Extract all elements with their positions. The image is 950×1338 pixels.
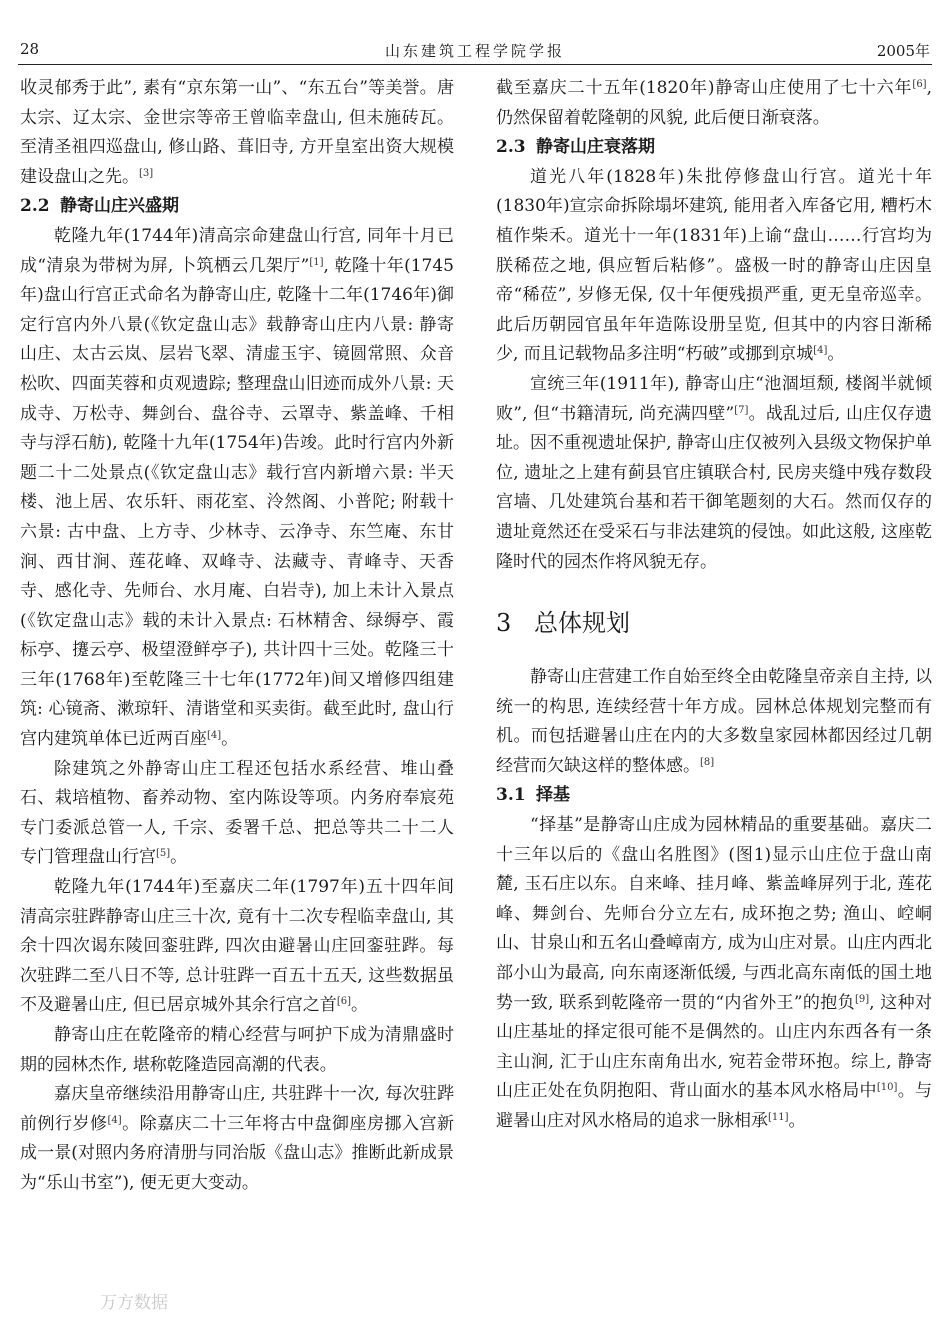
paragraph-text: 乾隆九年(1744年)至嘉庆二年(1797年)五十四年间清高宗驻跸静寄山庄三十次, 竟有十二次专程临幸盘山, 其余十四次谒东陵回銮驻跸, 四次由避暑山庄回銮驻跸。每次驻跸二至八日不等, 总计驻跸一百五十五天, 这些数据虽不及避暑山庄, 但已居京城外其余行宫之首 — [20, 877, 454, 1016]
paragraph — [20, 222, 454, 755]
paragraph — [496, 663, 932, 781]
paragraph-text: , 仍然保留着乾隆朝的风貌, 此后便日渐衰落。 — [496, 78, 932, 128]
citation-ref[interactable]: [11] — [768, 1112, 789, 1123]
section-title: 总体规划 — [534, 609, 630, 638]
paragraph-text: 。 — [170, 847, 188, 868]
paragraph-text: 除建筑之外静寄山庄工程还包括水系经营、堆山叠石、栽培植物、畜养动物、室内陈设等项。内务府奉宸苑专门委派总管一人, 千宗、委署千总、把总等共二十二人专门管理盘山行宫 — [20, 758, 454, 868]
citation-ref[interactable]: [8] — [700, 756, 715, 768]
paragraph — [496, 163, 932, 370]
paragraph — [496, 74, 932, 133]
citation-ref[interactable]: [9] — [854, 993, 870, 1005]
citation-ref[interactable]: [4] — [107, 1114, 122, 1126]
paragraph-text: “择基”是静寄山庄成为园林精品的重要基础。嘉庆二十三年以后的《盘山名胜图》(图1)显示山庄位于盘山南麓, 玉石庄以东。自来峰、挂月峰、紫盖峰屏列于北, 莲花峰、舞剑台、先师台分立左右, 成环抱之势; 渔山、崆峒山、甘泉山和五名山叠嶂南方, 成为山庄对景。山庄内西北部小山为最高, 向东南逐渐低缓, 与西北高东南低的国土地势一致, 联系到乾隆帝一贯的“内省外王”的抱负 — [496, 815, 932, 1013]
paragraph-text: 嘉庆皇帝继续沿用静寄山庄, 共驻跸十一次, 每次驻跸前例行岁修 — [20, 1084, 454, 1134]
paragraph-text: 。 — [827, 344, 845, 365]
page-header — [18, 38, 932, 65]
paragraph-text: 乾隆九年(1744年)清高宗命建盘山行宫, 同年十月已成“清泉为带树为屏, 卜筑栖云几架厅” — [20, 225, 454, 276]
section-title: 择基 — [536, 785, 570, 806]
section-heading-3 — [496, 607, 932, 639]
paragraph — [20, 74, 454, 192]
watermark: 万方数据 — [100, 1293, 168, 1313]
paragraph — [496, 370, 932, 577]
paragraph-text: 。除嘉庆二十三年将古中盘御座房挪入宫新成一景(对照内务府清册与同治版《盘山志》推断此新成景为“乐山书室”), 便无更大变动。 — [20, 1113, 455, 1193]
paragraph-text: 。 — [350, 995, 368, 1016]
paragraph-text: 。战乱过后, 山庄仅存遗址。因不重视遗址保护, 静寄山庄仅被列入县级文物保护单位, 遗址之上建有蓟县官庄镇联合村, 民房夹缝中残存数段宫墙、几处建筑台基和若干御笔题刻的大石。然而仅存的遗址竟然还在受采石与非法建筑的侵蚀。如此这般, 这座乾隆时代的园杰作将风貌无存。 — [496, 403, 932, 572]
section-title: 静寄山庄兴盛期 — [60, 196, 179, 217]
page-number: 28 — [20, 40, 40, 58]
section-heading-2-3 — [496, 133, 932, 163]
citation-ref[interactable]: [6] — [336, 996, 351, 1008]
right-column — [496, 74, 932, 1137]
paragraph-text: , 乾隆十年(1745年)盘山行宫正式命名为静寄山庄, 乾隆十二年(1746年)御定行宫内外八景(《钦定盘山志》载静寄山庄内八景: 静寄山庄、太古云岚、层岩飞翠、清虚玉宇、镜圆常照、众音松吹、四面芙蓉和贞观遗踪; 整理盘山旧迹而成外八景: 天成寺、万松寺、舞剑台、盘谷寺、云罩寺、紫盖峰、千相寺与浮石舫), 乾隆十九年(1754年)告竣。此时行宫内外新题二十二处景点(《钦定盘山志》载行宫内新增六景: 半天楼、池上居、农乐轩、雨花室、泠然阁、小普陀; 附载十六景: 古中盘、上方寺、少林寺、云净寺、东竺庵、东甘涧、西甘涧、莲花峰、双峰寺、法藏寺、青峰寺、天香寺、感化寺、先师台、水月庵、白岩寺), 加上未计入景点(《钦定盘山志》载的未计入景点: 石林精舍、绿缛亭、霞标亭、攓云亭、极望澄鲜亭子), 共计四十三处。乾隆三十三年(1768年)至乾隆三十七年(1772年)间又增修四组建筑: 心镜斋、漱琼轩、清谐堂和买卖街。截至此时, 盘山行宫内建筑单体已近两百座 — [20, 255, 454, 750]
paragraph-text: 宣统三年(1911年), 静寄山庄“池涸垣颓, 楼阁半就倾败”, 但“书籍清玩, 尚充满四壁” — [496, 373, 932, 424]
citation-ref[interactable]: [3] — [139, 167, 154, 179]
journal-title: 山东建筑工程学院学报 — [384, 42, 565, 60]
paragraph-text: , 这种对山庄基址的择定很可能不是偶然的。山庄内东西各有一条主山涧, 汇于山庄东南角出水, 宛若金带环抱。综上, 静寄山庄正处在负阴抱阳、背山面水的基本风水格局中 — [496, 992, 932, 1102]
citation-ref[interactable]: [4] — [813, 345, 828, 357]
paragraph-text: 。 — [221, 729, 239, 750]
paragraph-text: 静寄山庄在乾隆帝的精心经营与呵护下成为清鼎盛时期的园林杰作, 堪称乾隆造园高潮的代表。 — [20, 1025, 454, 1075]
citation-ref[interactable]: [5] — [156, 848, 171, 860]
citation-ref[interactable]: [7] — [734, 404, 749, 416]
citation-ref[interactable]: [4] — [207, 730, 222, 742]
paragraph — [20, 873, 454, 1021]
section-number: 2.3 — [496, 137, 526, 158]
paragraph — [496, 811, 932, 1137]
section-heading-2-2 — [20, 192, 454, 222]
citation-ref[interactable]: [1] — [309, 256, 324, 268]
paragraph-text: 。与避暑山庄对风水格局的追求一脉相承 — [496, 1081, 933, 1131]
paragraph-text: 静寄山庄营建工作自始至终全由乾隆皇帝亲自主持, 以统一的构思, 连续经营十年方成。园林总体规划完整而有机。而包括避暑山庄在内的大多数皇家园林都因经过几朝经营而欠缺这样的整体感。 — [496, 667, 932, 776]
paragraph — [20, 1021, 454, 1080]
section-number: 3.1 — [496, 785, 526, 806]
paragraph-text: 道光八年(1828年)朱批停修盘山行宫。道光十年(1830年)宣宗命拆除塌坏建筑, 能用者入库备它用, 糟朽木植作柴禾。道光十一年(1831年)上谕“盘山……行宫均为朕稀莅之地, 俱应暂后粘修”。盛极一时的静寄山庄因皇帝“稀莅”, 岁修无保, 仅十年便残损严重, 更无皇帝巡幸。此后历朝园官虽年年造陈设册呈览, 但其中的内容日渐稀少, 而且记载物品多注明“朽破”或挪到京城 — [496, 166, 932, 365]
paragraph — [20, 755, 454, 873]
paragraph-text: 截至嘉庆二十五年(1820年)静寄山庄使用了七十六年 — [496, 78, 913, 98]
paragraph-text: 。 — [788, 1111, 806, 1131]
section-number: 2.2 — [20, 196, 50, 217]
section-number: 3 — [496, 609, 512, 638]
paragraph-text: 收灵郁秀于此”, 素有“京东第一山”、“东五台”等美誉。唐太宗、辽太宗、金世宗等帝王曾临幸盘山, 但未施砖瓦。至清圣祖四巡盘山, 修山路、葺旧寺, 方开皇室出资大规模建设盘山之先。 — [20, 78, 454, 187]
citation-ref[interactable]: [10] — [876, 1082, 898, 1094]
left-column — [20, 74, 454, 1199]
publication-year: 2005年 — [876, 42, 930, 60]
citation-ref[interactable]: [6] — [912, 79, 927, 90]
section-title: 静寄山庄衰落期 — [536, 137, 655, 158]
paragraph — [20, 1080, 454, 1198]
section-heading-3-1 — [496, 781, 932, 811]
